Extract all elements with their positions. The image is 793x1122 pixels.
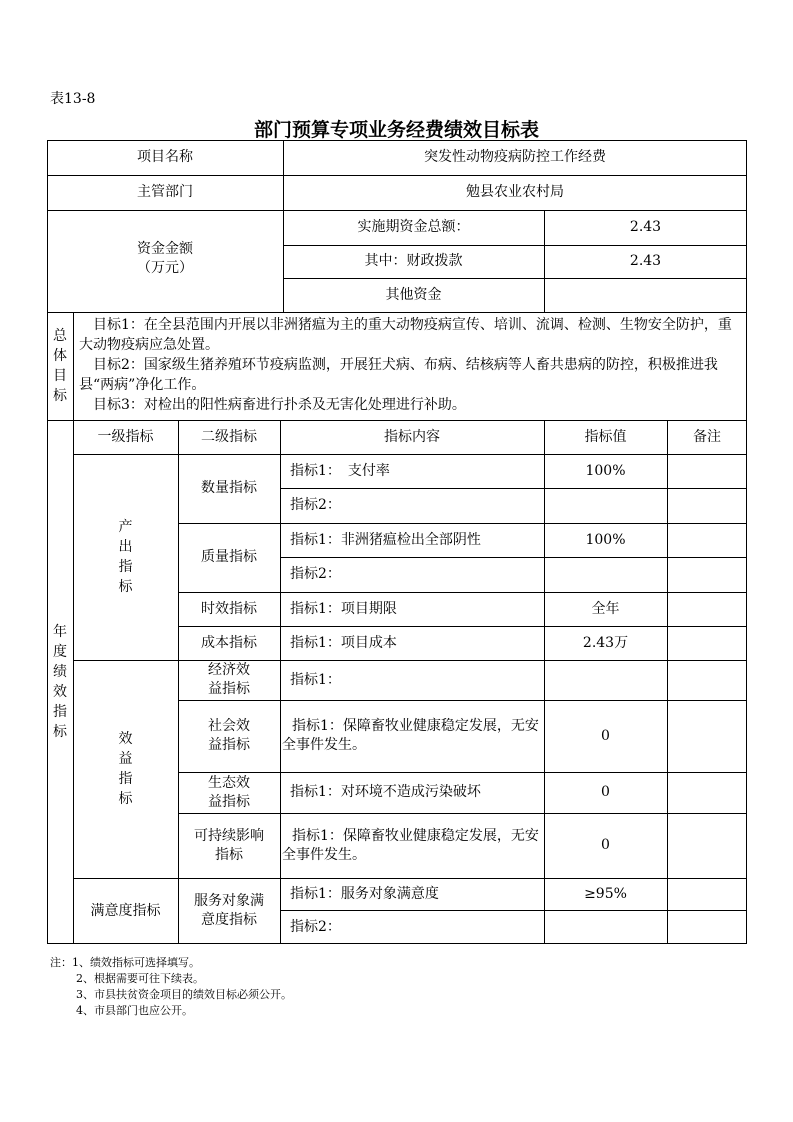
note-1: 注：1、绩效指标可选择填写。 [50,956,200,969]
funds-label: 资金金额 [137,241,193,257]
quality-indicator-1-value: 100% [585,531,626,548]
header-remark: 备注 [693,428,721,445]
satisfaction-indicator-2: 指标2： [290,918,341,935]
satisfaction-indicator-1: 指标1：服务对象满意度 [290,885,439,902]
satisfaction-indicator-1-value: ≥95% [584,885,627,902]
ecological-benefit-value: 0 [601,784,610,800]
document-title: 部门预算专项业务经费绩效目标表 [253,119,539,141]
overall-goals-label: 总 体 目 标 [53,328,67,404]
performance-target-table [47,140,747,944]
header-value: 指标值 [584,428,627,445]
sustainable-impact-value: 0 [601,837,610,853]
other-funds-value [544,278,747,312]
note-2: 2、根据需要可往下续表。 [76,972,204,985]
goal-1: 目标1：在全县范围内开展以非洲猪瘟为主的重大动物疫病宣传、培训、流调、检测、生物安全防护，重大动物疫病应急处置。 [79,317,732,353]
ecological-benefit-indicator-1: 指标1：对环境不造成污染破坏 [290,784,481,800]
quality-indicator-1: 指标1：非洲猪瘟检出全部阴性 [290,531,481,548]
footnotes [50,955,292,1019]
economic-benefit-indicator-1: 指标1： [290,671,341,688]
cost-indicator-1: 指标1：项目成本 [290,634,397,651]
quantity-indicator-2: 指标2： [290,497,341,513]
fiscal-funds-value: 2.43 [629,253,662,269]
funds-amount-label [47,240,283,280]
project-name-label: 项目名称 [137,149,193,165]
header-level2: 二级指标 [201,428,257,445]
overall-goals-text [73,312,747,420]
note-3: 3、市县扶贫资金项目的绩效目标必须公开。 [76,988,292,1001]
quantity-indicator-1-value: 100% [585,462,626,479]
note-4: 4、市县部门也应公开。 [76,1004,193,1017]
funds-unit: （万元） [137,260,193,276]
header-content: 指标内容 [384,428,440,445]
annual-indicators-label: 年 度 绩 效 指 标 [53,624,67,740]
header-level1: 一级指标 [97,428,154,445]
timeliness-indicator-1-value: 全年 [591,600,620,617]
benefit-indicators-label: 效 益 指 标 [118,731,133,807]
satisfaction-indicators-label: 满意度指标 [90,902,161,919]
timeliness-indicator-1: 指标1：项目期限 [290,600,397,617]
fiscal-funds-label: 其中：财政拨款 [364,253,463,269]
sustainable-impact-indicator-1: 指标1：保障畜牧业健康稳定发展，无安全事件发生。 [282,827,539,863]
quality-indicator-2: 指标2： [290,566,341,582]
total-funds-label: 实施期资金总额： [357,219,470,235]
economic-benefit-value [544,660,667,700]
total-funds-value: 2.43 [629,219,662,235]
timeliness-indicator-label: 时效指标 [201,600,257,617]
other-funds-label: 其他资金 [385,286,442,303]
output-indicators-label: 产 出 指 标 [118,519,133,595]
table-number: 表13-8 [50,91,96,107]
social-benefit-label: 社会效益指标 [208,718,250,753]
social-benefit-indicator-1: 指标1：保障畜牧业健康稳定发展，无安全事件发生。 [282,718,539,753]
cost-indicator-label: 成本指标 [201,634,257,651]
quantity-indicator-label: 数量指标 [201,480,257,496]
sustainable-impact-label: 可持续影响指标 [194,827,264,863]
economic-benefit-label: 经济效益指标 [208,662,250,697]
ecological-benefit-label: 生态效益指标 [208,774,250,810]
service-satisfaction-label: 服务对象满意度指标 [194,893,264,928]
quantity-indicator-1: 指标1： 支付率 [290,462,390,479]
quality-indicator-label: 质量指标 [201,549,257,565]
goal-3: 目标3：对检出的阳性病畜进行扑杀及无害化处理进行补助。 [93,397,466,413]
department-value: 勉县农业农村局 [466,184,564,200]
social-benefit-value: 0 [601,727,610,744]
goal-2: 目标2：国家级生猪养殖环节疫病监测，开展狂犬病、布病、结核病等人畜共患病的防控，积极推进我县“两病”净化工作。 [79,357,718,393]
project-name-value: 突发性动物疫病防控工作经费 [424,149,606,165]
department-label: 主管部门 [137,184,193,200]
cost-indicator-1-value: 2.43万 [582,634,629,651]
